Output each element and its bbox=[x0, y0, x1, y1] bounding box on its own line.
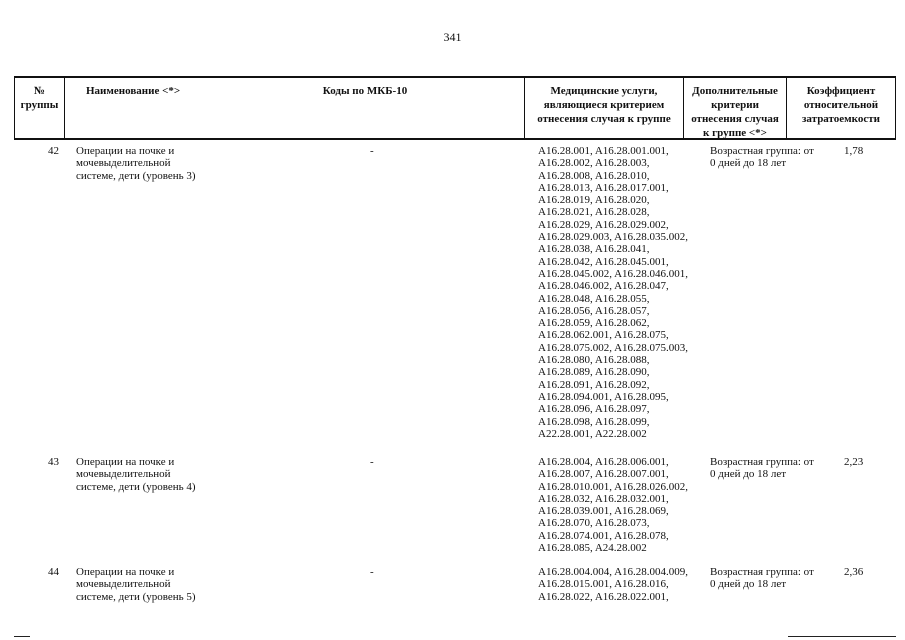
group-name: Операции на почке и мочевыделительной системе, дети (уровень 4) bbox=[76, 456, 196, 493]
additional-criteria: Возрастная группа: от 0 дней до 18 лет bbox=[710, 456, 814, 481]
coefficient: 2,23 bbox=[844, 456, 864, 468]
table-top-border bbox=[14, 76, 896, 78]
additional-criteria: Возрастная группа: от 0 дней до 18 лет bbox=[710, 145, 814, 170]
icd-codes: - bbox=[370, 566, 374, 578]
group-name: Операции на почке и мочевыделительной системе, дети (уровень 3) bbox=[76, 145, 196, 182]
column-divider bbox=[64, 76, 65, 140]
coefficient: 1,78 bbox=[844, 145, 864, 157]
scan-edge-line bbox=[788, 636, 896, 637]
header-name: Наименование <*> bbox=[86, 85, 181, 97]
group-name: Операции на почке и мочевыделительной системе, дети (уровень 5) bbox=[76, 566, 196, 603]
medical-services: A16.28.004.004, A16.28.004.009, A16.28.015.001, A16.28.016, A16.28.022, A16.28.022.001, bbox=[538, 566, 689, 603]
icd-codes: - bbox=[370, 145, 374, 157]
header-icd-codes: Коды по МКБ-10 bbox=[322, 85, 408, 97]
header-group-number: № группы bbox=[20, 85, 59, 111]
group-number: 43 bbox=[48, 456, 59, 468]
header-coefficient: Коэффициент относительной затратоемкости bbox=[802, 85, 880, 125]
coefficient: 2,36 bbox=[844, 566, 864, 578]
medical-services: A16.28.004, A16.28.006.001, A16.28.007, A16.28.007.001, A16.28.010.001, A16.28.026.002, A16.28.032, A16.28.032.001, A16.28.039.001, A16.28.069, A16.28.070, A16.28.073, A16.28.074.001, A16.28.078, A16.28.085, A24.28.002 bbox=[538, 456, 689, 555]
icd-codes: - bbox=[370, 456, 374, 468]
page-number: 341 bbox=[443, 30, 462, 44]
group-number: 44 bbox=[48, 566, 59, 578]
additional-criteria: Возрастная группа: от 0 дней до 18 лет bbox=[710, 566, 814, 591]
scan-edge-line bbox=[14, 636, 30, 637]
header-medical-services: Медицинские услуги, являющиеся критерием отнесения случая к группе bbox=[537, 85, 671, 125]
table-right-border bbox=[895, 76, 896, 140]
group-number: 42 bbox=[48, 145, 59, 157]
medical-services: A16.28.001, A16.28.001.001, A16.28.002, A16.28.003, A16.28.008, A16.28.010, A16.28.013, A16.28.017.001, A16.28.019, A16.28.020, A16.28.021, A16.28.028, A16.28.029, A16.28.029.002, A16.28.029.003, A16.28.035.002, A16.28.038, A16.28.041, A16.28.042, A16.28.045.001, A16.28.045.002, A16.28.046.001, A16.28.046.002, A16.28.047, A16.28.048, A16.28.055, A16.28.056, A16.28.057, A16.28.059, A16.28.062, A16.28.062.001, A16.28.075, A16.28.075.002, A16.28.075.003, A16.28.080, A16.28.088, A16.28.089, A16.28.090, A16.28.091, A16.28.092, A16.28.094.001, A16.28.095, A16.28.096, A16.28.097, A16.28.098, A16.28.099, A22.28.001, A22.28.002 bbox=[538, 145, 689, 440]
header-additional-criteria: Дополнительные критерии отнесения случая к группе <*> bbox=[691, 85, 779, 139]
